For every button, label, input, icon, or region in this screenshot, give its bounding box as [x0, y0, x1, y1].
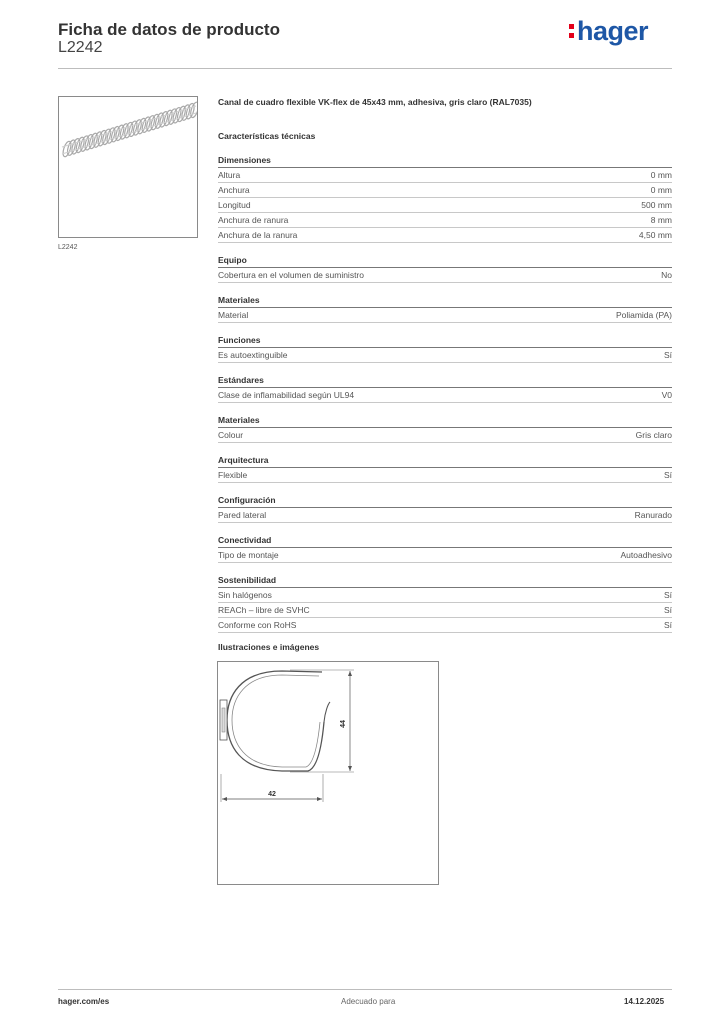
- spec-row: [218, 603, 672, 618]
- duct-cross-section-drawing: [218, 662, 438, 884]
- spec-value: Sí: [663, 620, 672, 630]
- spec-row: [218, 198, 672, 213]
- logo-text: hager: [577, 16, 649, 46]
- spec-section: [218, 533, 672, 563]
- logo-dots-icon: [568, 16, 576, 42]
- spec-label: Clase de inflamabilidad según UL94: [218, 390, 355, 400]
- spec-label: Colour: [218, 430, 244, 440]
- spec-section-title: Conectividad: [218, 533, 672, 548]
- spec-value: Poliamida (PA): [615, 310, 672, 320]
- spec-value: No: [661, 270, 672, 280]
- spec-value: Ranurado: [634, 510, 672, 520]
- product-description: Canal de cuadro flexible VK-flex de 45x43 mm, adhesiva, gris claro (RAL7035): [218, 97, 532, 107]
- illustrations-title: Ilustraciones e imágenes: [218, 642, 320, 652]
- spec-value: Sí: [663, 590, 672, 600]
- spec-row: [218, 618, 672, 633]
- spec-section: [218, 573, 672, 633]
- spec-label: Flexible: [218, 470, 248, 480]
- spec-label: Sin halógenos: [218, 590, 272, 600]
- spec-section: [218, 253, 672, 283]
- spec-section: [218, 153, 672, 243]
- spec-row: [218, 268, 672, 283]
- spec-section-title: Equipo: [218, 253, 672, 268]
- spec-section: [218, 413, 672, 443]
- flexible-duct-icon: [59, 97, 197, 237]
- spec-section: [218, 293, 672, 323]
- spec-section-title: Materiales: [218, 413, 672, 428]
- spec-label: Es autoextinguible: [218, 350, 288, 360]
- spec-label: Anchura de la ranura: [218, 230, 298, 240]
- spec-value: 0 mm: [650, 170, 672, 180]
- spec-row: [218, 548, 672, 563]
- spec-value: Sí: [663, 350, 672, 360]
- spec-label: Anchura: [218, 185, 250, 195]
- spec-row: [218, 428, 672, 443]
- header-divider: [58, 68, 672, 69]
- spec-row: [218, 588, 672, 603]
- footer-date: 14.12.2025: [624, 997, 665, 1006]
- footer-suitable-for: Adecuado para: [341, 997, 396, 1006]
- spec-row: [218, 508, 672, 523]
- product-code: L2242: [58, 39, 103, 56]
- spec-value: Autoadhesivo: [620, 550, 672, 560]
- product-image: [58, 96, 198, 238]
- dimension-height-label: 44: [340, 720, 347, 728]
- spec-label: Tipo de montaje: [218, 550, 279, 560]
- spec-label: Conforme con RoHS: [218, 620, 297, 630]
- tech-characteristics-title: Características técnicas: [218, 131, 316, 141]
- spec-section: [218, 333, 672, 363]
- spec-section: [218, 493, 672, 523]
- spec-value: V0: [661, 390, 672, 400]
- spec-value: Sí: [663, 605, 672, 615]
- spec-section-title: Estándares: [218, 373, 672, 388]
- spec-value: Sí: [663, 470, 672, 480]
- spec-row: [218, 388, 672, 403]
- spec-label: Cobertura en el volumen de suministro: [218, 270, 364, 280]
- spec-value: 4,50 mm: [638, 230, 672, 240]
- page-title: Ficha de datos de producto: [58, 20, 280, 39]
- spec-row: [218, 468, 672, 483]
- spec-label: Pared lateral: [218, 510, 267, 520]
- spec-value: Gris claro: [635, 430, 672, 440]
- dimension-width-label: 42: [268, 791, 276, 798]
- spec-value: 8 mm: [650, 215, 672, 225]
- spec-value: 0 mm: [650, 185, 672, 195]
- spec-row: [218, 183, 672, 198]
- spec-label: REACh – libre de SVHC: [218, 605, 310, 615]
- footer-divider: [58, 989, 672, 990]
- hager-logo: [568, 16, 648, 47]
- spec-label: Anchura de ranura: [218, 215, 289, 225]
- footer-website: hager.com/es: [58, 997, 110, 1006]
- spec-value: 500 mm: [641, 200, 672, 210]
- spec-section-title: Arquitectura: [218, 453, 672, 468]
- spec-section-title: Materiales: [218, 293, 672, 308]
- spec-section-title: Funciones: [218, 333, 672, 348]
- spec-label: Material: [218, 310, 249, 320]
- spec-sections: [218, 153, 672, 643]
- spec-section-title: Sostenibilidad: [218, 573, 672, 588]
- spec-row: [218, 308, 672, 323]
- spec-section-title: Dimensiones: [218, 153, 672, 168]
- spec-section-title: Configuración: [218, 493, 672, 508]
- product-image-label: L2242: [58, 244, 78, 251]
- spec-section: [218, 453, 672, 483]
- technical-drawing: [217, 661, 439, 885]
- spec-label: Altura: [218, 170, 241, 180]
- spec-row: [218, 228, 672, 243]
- spec-row: [218, 213, 672, 228]
- spec-section: [218, 373, 672, 403]
- spec-row: [218, 168, 672, 183]
- spec-row: [218, 348, 672, 363]
- spec-label: Longitud: [218, 200, 251, 210]
